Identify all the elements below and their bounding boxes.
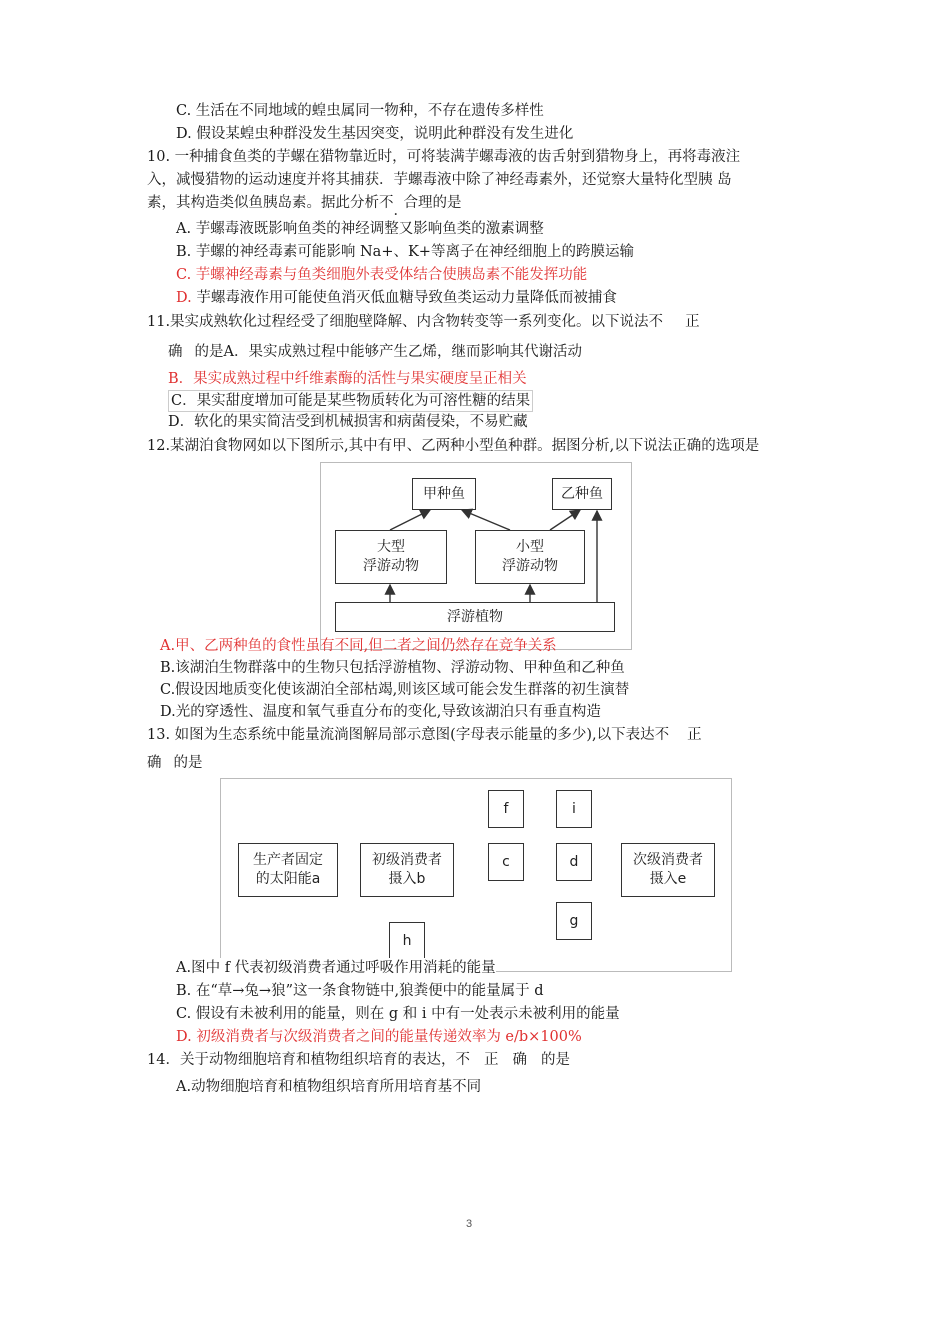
energy-g-box: g <box>556 902 592 940</box>
producer-box: 生产者固定 的太阳能a <box>238 843 338 897</box>
energy-f-box: f <box>488 790 524 828</box>
q13-stem-line2: 确 的是 <box>147 755 203 771</box>
q11-stem-line1: 11.果实成熟软化过程经受了细胞壁降解、内含物转变等一系列变化。以下说法不 正 <box>147 314 700 330</box>
fish-b-box: 乙种鱼 <box>552 478 612 510</box>
q10-option-c: C. 芋螺神经毒素与鱼类细胞外表受体结合使胰岛素不能发挥功能 <box>176 267 588 283</box>
large-zooplankton-box: 大型 浮游动物 <box>335 530 447 584</box>
energy-i-box: i <box>556 790 592 828</box>
small-zooplankton-box: 小型 浮游动物 <box>475 530 585 584</box>
fish-a-box: 甲种鱼 <box>412 478 476 510</box>
q11-stem-line2: 确 的是A．果实成熟过程中能够产生乙烯，继而影响其代谢活动 <box>168 344 582 360</box>
q12-option-a: A.甲、乙两种鱼的食性虽有不同,但二者之间仍然存在竞争关系 <box>160 638 557 654</box>
phytoplankton-box: 浮游植物 <box>335 602 615 632</box>
q10-option-d: D. 芋螺毒液作用可能使鱼消灭低血糖导致鱼类运动力量降低而被捕食 <box>176 290 617 306</box>
q12-stem: 12.某湖泊食物网如以下图所示,其中有甲、乙两种小型鱼种群。据图分析,以下说法正确的选项是 <box>147 438 760 454</box>
q11-option-d: D．软化的果实简洁受到机械损害和病菌侵染，不易贮藏 <box>168 414 528 430</box>
energy-d-box: d <box>556 843 592 881</box>
q10-option-a: A. 芋螺毒液既影响鱼类的神经调整又影响鱼类的激素调整 <box>176 221 544 237</box>
q11-option-c: C．果实甜度增加可能是某些物质转化为可溶性糖的结果 <box>168 390 533 412</box>
q13-option-b: B. 在“草→兔→狼”这一条食物链中,狼粪便中的能量属于 d <box>176 983 544 999</box>
secondary-consumer-box: 次级消费者 摄入e <box>621 843 715 897</box>
q11-option-b: B．果实成熟过程中纤维素酶的活性与果实硬度呈正相关 <box>168 371 527 387</box>
q12-option-b: B.该湖泊生物群落中的生物只包括浮游植物、浮游动物、甲种鱼和乙种鱼 <box>160 660 625 676</box>
q10-option-b: B. 芋螺的神经毒素可能影响 Na+、K+等离子在神经细胞上的跨膜运输 <box>176 244 634 260</box>
q13-stem-line1: 13. 如图为生态系统中能量流淌图解局部示意图(字母表示能量的多少),以下表达不 正 <box>147 727 702 743</box>
q13-option-a: A.图中 f 代表初级消费者通过呼吸作用消耗的能量 <box>176 960 496 976</box>
q12-option-c: C.假设因地质变化使该湖泊全部枯竭,则该区域可能会发生群落的初生演替 <box>160 682 630 698</box>
primary-consumer-box: 初级消费者 摄入b <box>360 843 454 897</box>
q12-option-d: D.光的穿透性、温度和氧气垂直分布的变化,导致该湖泊只有垂直构造 <box>160 704 601 720</box>
q9-option-d: D. 假设某蝗虫种群没发生基因突变，说明此种群没有发生进化 <box>176 126 574 142</box>
q10-stem-line3: 素，其构造类似鱼胰岛素。据此分析不．合理的是 <box>147 195 462 219</box>
energy-c-box: c <box>488 843 524 881</box>
q14-option-a: A.动物细胞培育和植物组织培育所用培育基不同 <box>176 1079 482 1095</box>
energy-h-box: h <box>389 922 425 960</box>
q14-stem: 14．关于动物细胞培育和植物组织培育的表达，不 正 确 的是 <box>147 1052 570 1068</box>
q10-stem-line1: 10. 一种捕食鱼类的芋螺在猎物靠近时，可将装满芋螺毒液的齿舌射到猎物身上，再将毒液注 <box>147 149 741 165</box>
q13-option-c: C. 假设有未被利用的能量，则在 g 和 i 中有一处表示未被利用的能量 <box>176 1006 620 1022</box>
q9-option-c: C. 生活在不同地域的蝗虫属同一物种，不存在遗传多样性 <box>176 103 544 119</box>
q10-stem-line2: 入，减慢猎物的运动速度并将其捕获．芋螺毒液中除了神经毒素外，还觉察大量特化型胰 岛 <box>147 172 732 188</box>
q13-option-d: D. 初级消费者与次级消费者之间的能量传递效率为 e/b×100% <box>176 1029 582 1045</box>
page-number: 3 <box>466 1218 473 1230</box>
